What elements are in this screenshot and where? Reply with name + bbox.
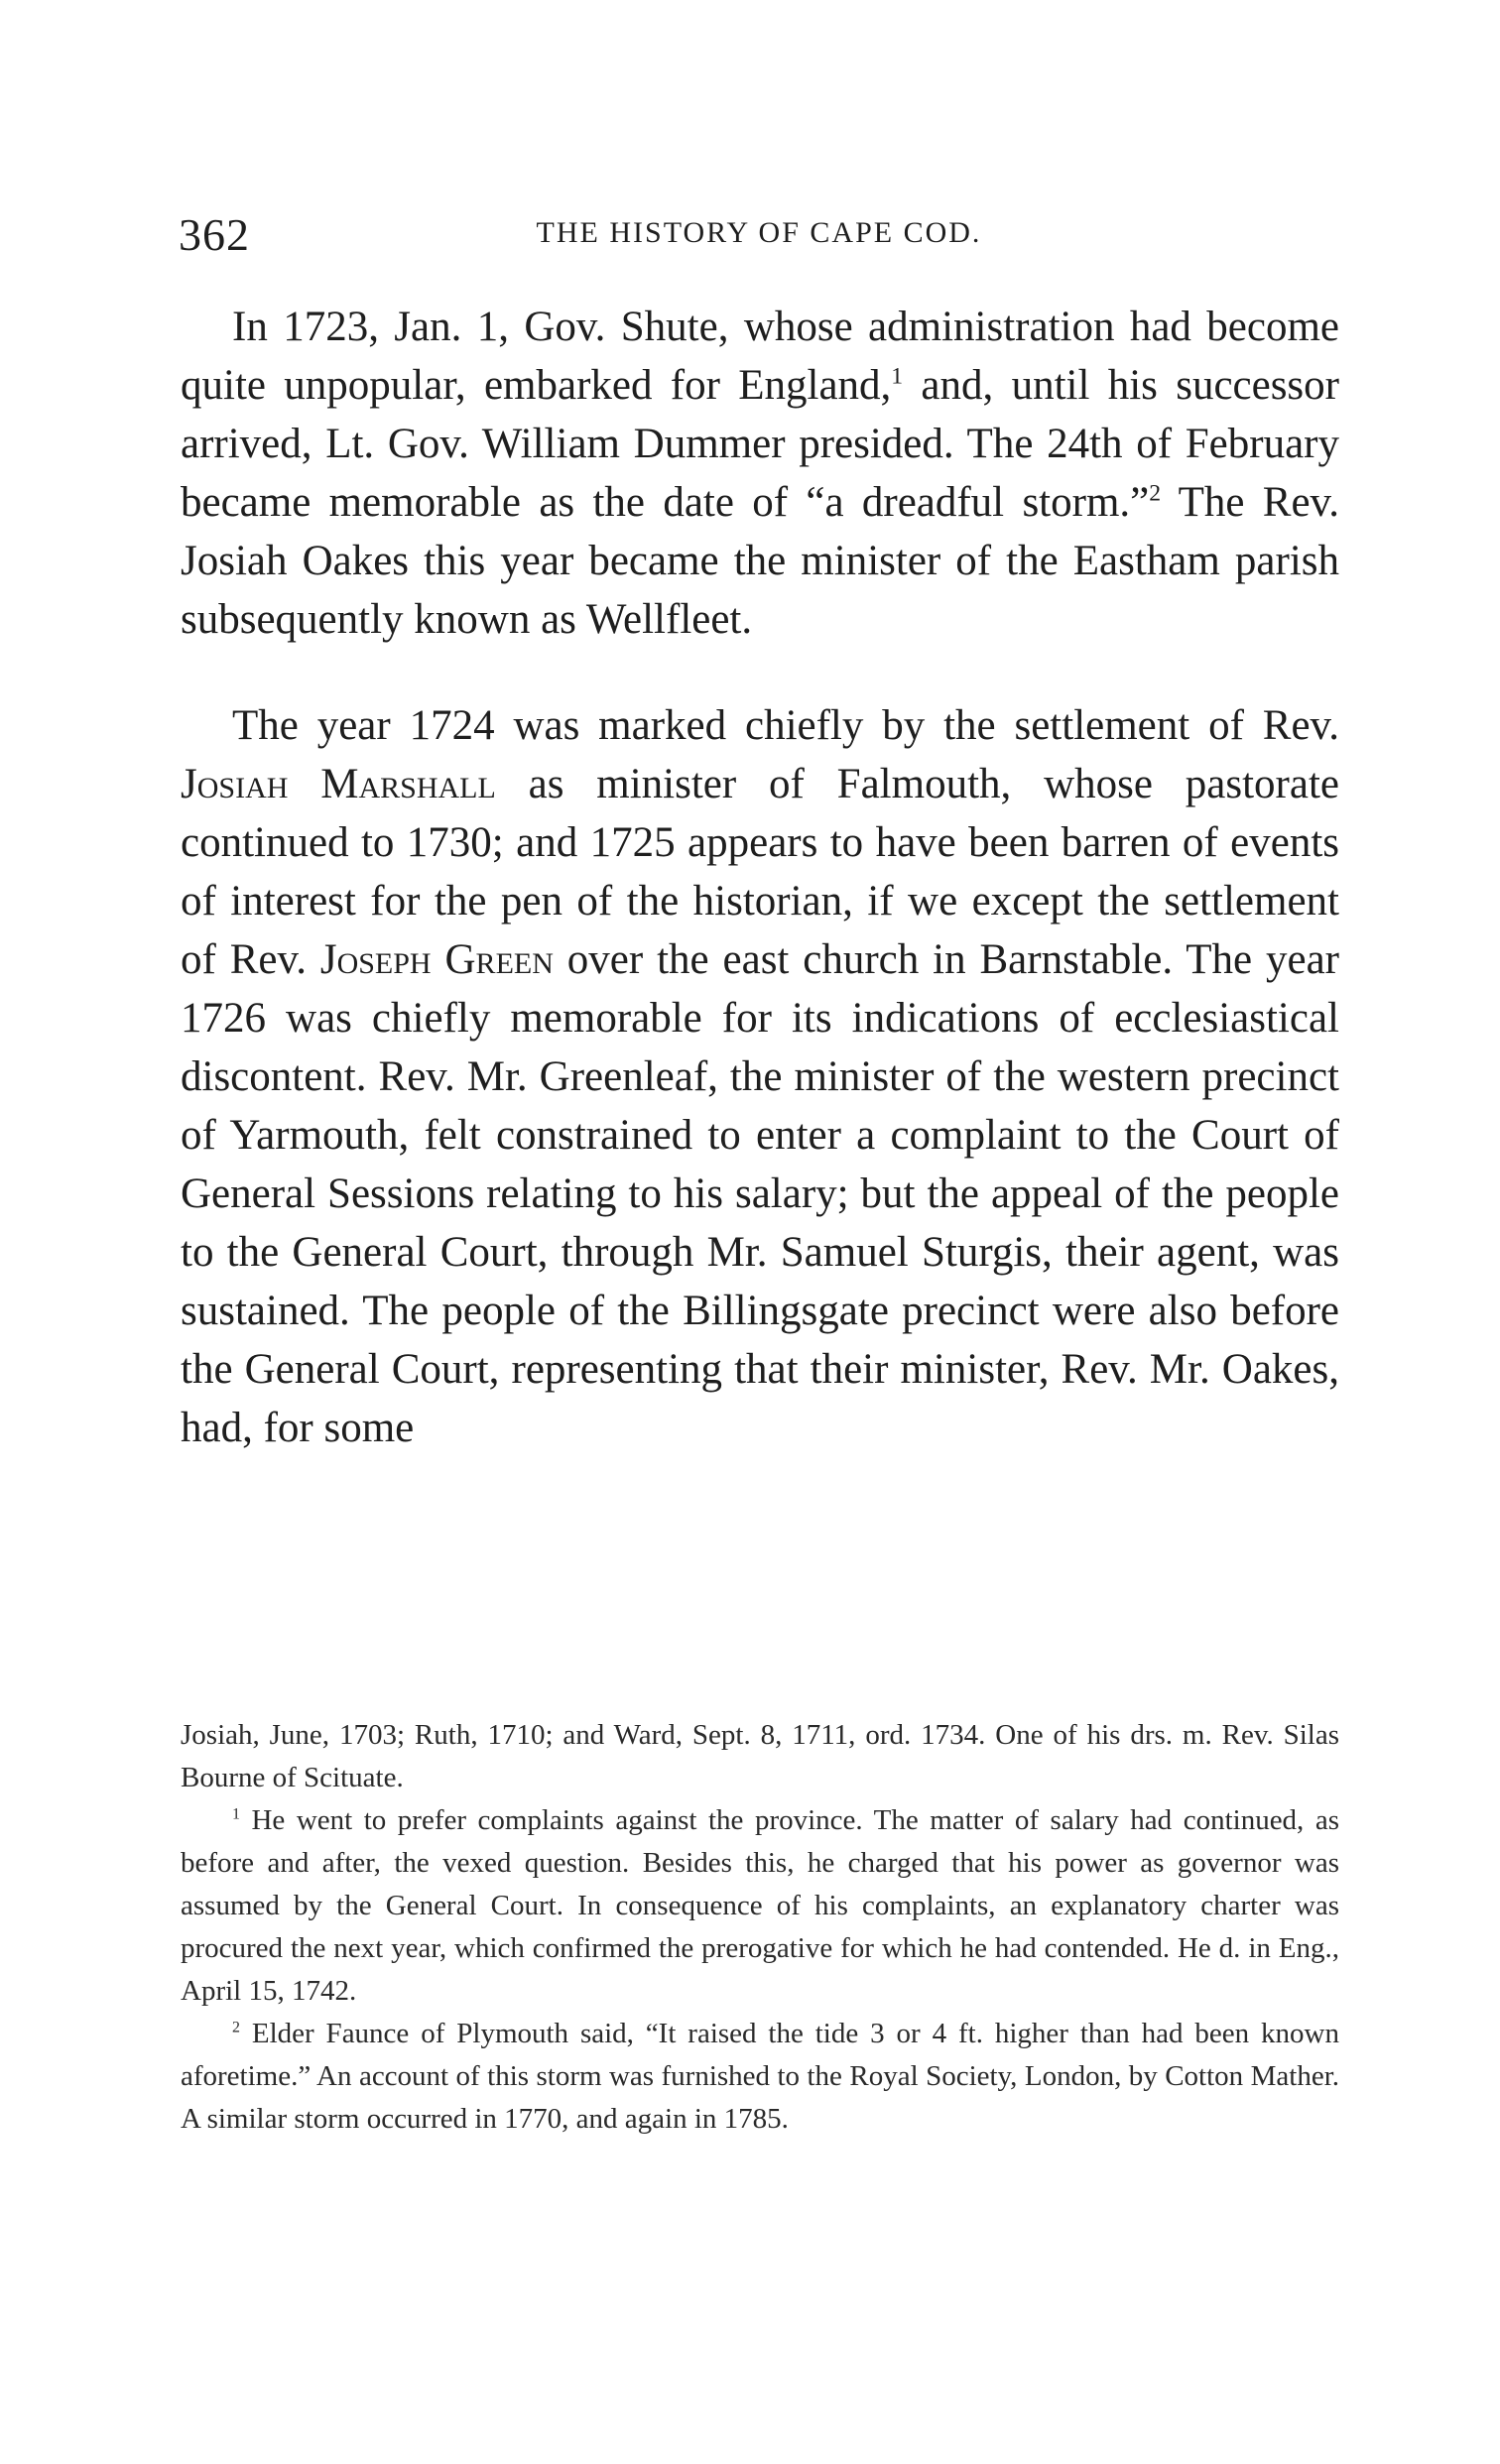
footnote-2 [181, 2013, 1339, 2141]
page-number: 362 [179, 209, 250, 260]
p2-text-c: over the east church in Barnstable. The year 1726 was chiefly memorable for its indications of ecclesiastical discontent. Rev. Mr. Greenleaf, the minister of the western precinct of Yarmouth, felt constrained to enter a complaint to the Court of General Sessions relating to his salary; but the appeal of the people to the General Court, through Mr. Samuel Sturgis, their agent, was sustained. The people of the Billingsgate precinct were also before the General Court, representing that their minister, Rev. Mr. Oakes, had, for some [181, 936, 1339, 1451]
footnote-1-mark: 1 [232, 1805, 240, 1823]
p2-text-b: as minister of Falmouth, whose pastorate continued to 1730; and 1725 appears to have been barren of events of interest for the pen of the historian, if we except the settlement of Rev. [181, 761, 1339, 983]
footnote-continuation: Josiah, June, 1703; Ruth, 1710; and Ward, Sept. 8, 1711, ord. 1734. One of his drs. m. Rev. Silas Bourne of Scituate. [181, 1719, 1339, 1793]
footnotes [181, 1714, 1339, 2141]
paragraph-1723 [181, 298, 1339, 649]
name-josiah-marshall: Josiah Marshall [181, 761, 496, 807]
footnote-1 [181, 1799, 1339, 2013]
footnote-ref-2: 2 [1149, 480, 1162, 507]
main-text [181, 298, 1339, 1457]
p1-text-b: and, until his successor arrived, Lt. Gov. William Dummer presided. The 24th of February became memorable as the date of “a dreadful storm.” [181, 362, 1339, 526]
name-joseph-green: Joseph Green [319, 936, 554, 983]
p2-text-a: The year 1724 was marked chiefly by the settlement of Rev. [232, 702, 1339, 749]
footnote-ref-1: 1 [891, 363, 904, 390]
page-header [179, 208, 1339, 268]
running-head: THE HISTORY OF CAPE COD. [536, 216, 982, 249]
paragraph-1724 [181, 696, 1339, 1457]
footnote-2-mark: 2 [232, 2019, 240, 2036]
p1-text-a: In 1723, Jan. 1, Gov. Shute, whose administration had become quite unpopular, embarked for England, [181, 304, 1339, 409]
footnote-1-text: He went to prefer complaints against the province. The matter of salary had continued, as before and after, the vexed question. Besides this, he charged that his power as governor was assumed by the General Court. In consequence of his complaints, an explanatory charter was procured the next year, which confirmed the prerogative for which he had contended. He d. in Eng., April 15, 1742. [181, 1804, 1339, 2007]
p1-text-c: The Rev. Josiah Oakes this year became the minister of the Eastham parish subsequently known as Wellfleet. [181, 479, 1339, 643]
footnote-2-text: Elder Faunce of Plymouth said, “It raised the tide 3 or 4 ft. higher than had been known aforetime.” An account of this storm was furnished to the Royal Society, London, by Cotton Mather. A similar storm occurred in 1770, and again in 1785. [181, 2018, 1339, 2135]
